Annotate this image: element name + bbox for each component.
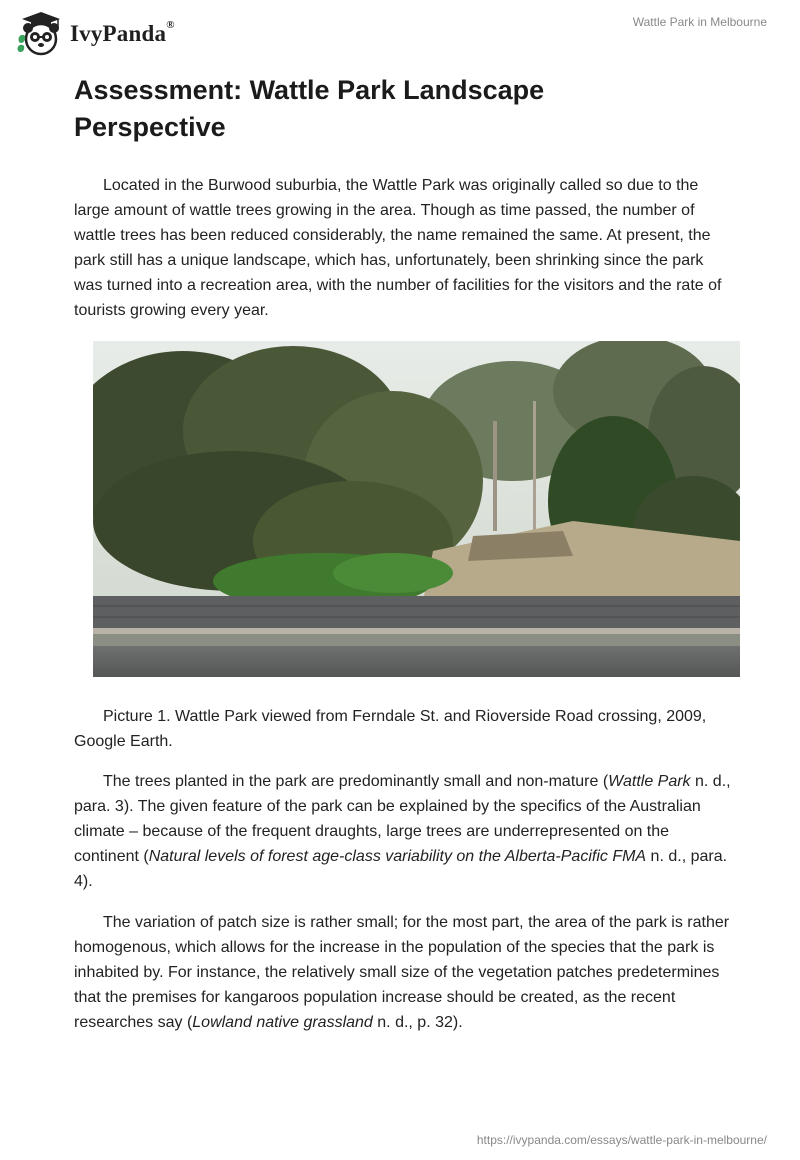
site-header [0, 0, 800, 60]
paragraph-trees: The trees planted in the park are predominantly small and non-mature (Wattle Park n. d., para. 3). The given feature of the park can be explained by the specifics of the Australian climate – because of the frequent draughts, large trees are underrepresented on the continent (Natural levels of forest age-class variability on the Alberta-Pacific FMA n. d., para. 4). [74, 773, 731, 890]
park-photo-image [93, 341, 740, 677]
ivypanda-logo[interactable] [16, 9, 175, 57]
footer-source-link[interactable]: https://ivypanda.com/essays/wattle-park-in-melbourne/ [476, 1133, 767, 1147]
park-photo [93, 341, 740, 677]
panda-graduate-icon [16, 9, 66, 57]
brand-name: IvyPanda® [70, 19, 175, 46]
citation-lowland-grassland: Lowland native grassland [192, 1014, 373, 1031]
citation-wattle-park: Wattle Park [608, 773, 691, 790]
paragraph-intro: Located in the Burwood suburbia, the Wattle Park was originally called so due to the large amount of wattle trees growing in the area. Though as time passed, the number of wattle trees has been reduced considerably, the name remained the same. At present, the park still has a unique landscape, which has, unfortunately, been shrinking since the park was turned into a recreation area, with the number of facilities for the visitors and the rate of tourists growing every year. [74, 177, 722, 319]
article-title: Assessment: Wattle Park Landscape Perspective [74, 75, 545, 142]
citation-natural-levels: Natural levels of forest age-class variability on the Alberta-Pacific FMA [148, 848, 647, 865]
header-page-title: Wattle Park in Melbourne [632, 15, 767, 29]
paragraph-patch-size: The variation of patch size is rather small; for the most part, the area of the park is rather homogenous, which allows for the increase in the population of the species that the park is inhabited by. For instance, the relatively small size of the vegetation patches predetermines that the premises for kangaroos population increase should be created, as the recent researches say (Lowland native grassland n. d., p. 32). [74, 914, 730, 1031]
picture-caption: Picture 1. Wattle Park viewed from Ferndale St. and Rioverside Road crossing, 2009, Google Earth. [74, 708, 707, 750]
